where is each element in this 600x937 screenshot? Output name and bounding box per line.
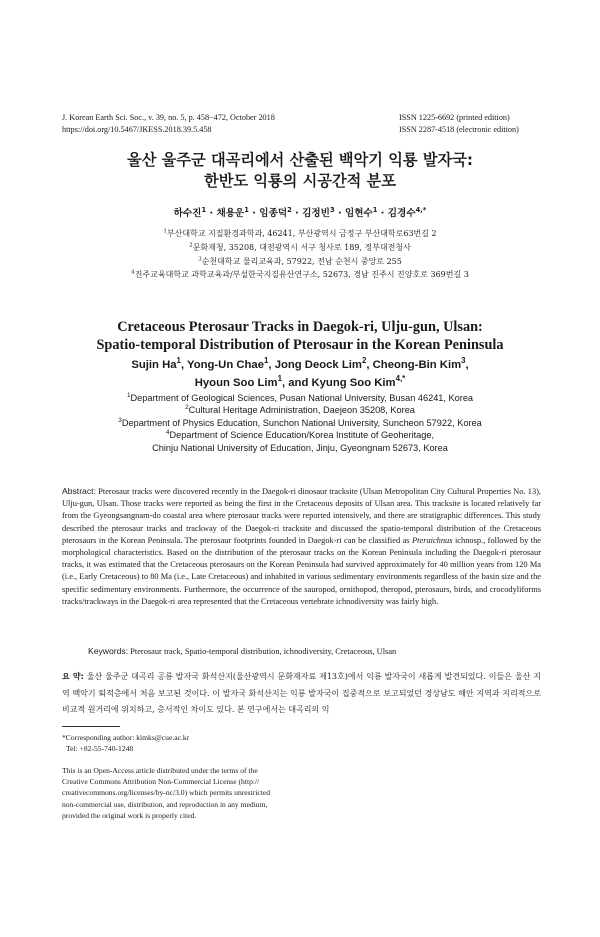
korean-title-line1: 울산 울주군 대곡리에서 산출된 백악기 익룡 발자국:: [127, 151, 473, 169]
affiliation-text: 부산대학교 지질환경과학과, 46241, 부산광역시 금정구 부산대학로63번길 2: [166, 229, 437, 238]
english-affiliation: [0, 429, 600, 441]
english-author-name: Cheong-Bin Kim: [372, 359, 462, 371]
author-separator: ,: [366, 359, 373, 371]
keywords-text: Pterosaur track, Spatio-temporal distribution, ichnodiversity, Cretaceous, Ulsan: [130, 647, 397, 656]
english-author-name: Sujin Ha: [131, 359, 177, 371]
author-separator: , and: [281, 377, 312, 389]
english-authors-line1: [0, 356, 600, 374]
english-affiliations: [0, 392, 600, 454]
english-author-affil-mark: 3: [461, 356, 466, 366]
corresponding-email: *Corresponding author: kimks@cue.ac.kr: [62, 733, 190, 742]
abstract-text-part2: ichnosp., followed by the morphological characteristics. Based on the distribution of the pterosaur tracks on the Korean Peninsula including the Daegok-ri pterosaur tracks, it was estimated that the Cretaceous pterosaurs on the Korean Peninsula had survived approximately for 40 million years from 120 Ma (i.e., Early Cretaceous) to 80 Ma (i.e., Late Cretaceous) and inhabited in various sedimentary environments regardless of the basin size and the specific sedimentary environments. Furthermore, the occurrence of the sauropod, ornithopod, theropod, pterosaurs, birds, and crocodyliforms tracks/trackways in the Daegok-ri area represented that the Cretaceous vertebrate ichnodiversity was fairly high.: [62, 535, 541, 606]
affiliation-text: Department of Physics Education, Sunchon National University, Suncheon 57922, Korea: [121, 417, 482, 428]
korean-author-affil-mark: 1: [244, 205, 249, 214]
keywords: [88, 645, 548, 658]
abstract-italic-term: Pteraichnus: [412, 535, 453, 545]
affiliation-mark: 3: [198, 255, 202, 262]
english-title-line1: Cretaceous Pterosaur Tracks in Daegok-ri, Ulju-gun, Ulsan:: [117, 319, 483, 335]
keywords-label: Keywords:: [88, 646, 129, 656]
english-author-affil-mark: 4,*: [395, 374, 406, 384]
english-affiliation: [0, 442, 600, 454]
affiliation-text: Department of Science Education/Korea Institute of Geoheritage,: [169, 430, 435, 441]
english-author-affil-mark: 1: [264, 356, 269, 366]
license-line: provided the original work is properly cited.: [62, 810, 197, 820]
affiliation-text: Cultural Heritage Administration, Daejeon 35208, Korea: [188, 405, 415, 416]
korean-author-name: 김정빈: [302, 208, 330, 219]
doi-link[interactable]: https://doi.org/10.5467/JKESS.2018.39.5.458: [62, 125, 212, 134]
issn-print: ISSN 1225-6692 (printed edition): [399, 113, 510, 122]
english-affiliation: [0, 417, 600, 429]
korean-author-affil-mark: 4,*: [415, 205, 427, 214]
author-separator: ,: [180, 359, 188, 371]
english-author-name: Jong Deock Lim: [274, 359, 362, 371]
issn-electronic: ISSN 2287-4518 (electronic edition): [399, 125, 519, 134]
korean-author-name: 임종덕: [259, 208, 288, 219]
author-separator: ·: [248, 208, 260, 219]
korean-author-affil-mark: 1: [201, 205, 207, 214]
korean-author-affil-mark: 2: [287, 205, 292, 214]
author-separator: ,: [268, 359, 275, 371]
affiliation-mark: 2: [189, 242, 193, 249]
korean-affiliation: [0, 227, 600, 241]
english-author-name: Yong-Un Chae: [187, 359, 264, 371]
journal-citation: J. Korean Earth Sci. Soc., v. 39, no. 5, p. 458−472, October 2018: [62, 113, 275, 122]
english-authors-line2: [0, 374, 600, 392]
korean-affiliation: [0, 255, 600, 269]
korean-abstract: [62, 669, 541, 719]
affiliation-mark: 1: [163, 228, 167, 235]
english-affiliation: [0, 404, 600, 416]
korean-abstract-text: 울산 울주군 대곡리 공룡 발자국 화석산지(울산광역시 문화재자료 제13호)에서 익룡 발자국이 새롭게 발견되었다. 이들은 울산 지역 백악기 퇴적층에서 처음 보고된 것이다. 이 발자국 화석산지는 익룡 발자국이 집중적으로 보고되었던 경상남도 해안 지역과 지리적으로 비교적 원거리에 위치하고, 층서적인 차이도 있다. 본 연구에서는 대곡리의 익: [62, 672, 541, 715]
affiliation-text: 순천대학교 물리교육과, 57922, 전남 순천시 중앙로 255: [201, 256, 402, 266]
english-abstract: [62, 485, 541, 608]
korean-author-name: 채용운: [216, 208, 245, 219]
korean-affiliation: [0, 241, 600, 255]
korean-author-name: 임현수: [344, 208, 373, 219]
author-separator: ·: [334, 208, 345, 219]
english-authors: [0, 356, 600, 392]
korean-authors: [0, 205, 600, 219]
license-line: creativecommons.org/licenses/by-nc/3.0) which permits unrestricted: [62, 788, 270, 798]
license-line: non-commercial use, distribution, and reproduction in any medium,: [62, 799, 268, 809]
affiliation-mark: 1: [126, 391, 131, 399]
korean-author-affil-mark: 3: [329, 205, 335, 214]
english-affiliation: [0, 392, 600, 404]
english-title: [0, 318, 600, 354]
affiliation-mark: 4: [131, 269, 135, 276]
korean-author-name: 김경수: [387, 208, 416, 219]
korean-affiliations: [0, 227, 600, 282]
korean-abstract-label: 요 약:: [62, 672, 84, 681]
license-line: This is an Open-Access article distributed under the terms of the: [62, 766, 258, 775]
english-title-line2: Spatio-temporal Distribution of Pterosaur in the Korean Peninsula: [96, 337, 504, 353]
affiliation-text: Chinju National University of Education, Jinju, Gyeongnam 52673, Korea: [152, 442, 448, 453]
korean-affiliation: [0, 268, 600, 282]
abstract-label: Abstract:: [62, 486, 96, 496]
license-note: [62, 765, 270, 821]
english-author-affil-mark: 2: [361, 356, 367, 366]
affiliation-text: 문화재청, 35208, 대전광역시 서구 청사로 189, 정부대전청사: [192, 242, 411, 252]
author-separator: ·: [291, 208, 303, 219]
author-separator: ·: [377, 208, 388, 219]
korean-title: [0, 150, 600, 192]
footnote-divider: [62, 726, 120, 727]
corresponding-tel: Tel: +82-55-740-1248: [66, 744, 134, 753]
author-separator: ,: [465, 359, 469, 371]
affiliation-text: 진주교육대학교 과학교육과/부설한국지질유산연구소, 52673, 경남 진주시 진양호로 369번길 3: [134, 270, 469, 280]
korean-title-line2: 한반도 익룡의 시공간적 분포: [204, 172, 396, 190]
affiliation-mark: 4: [165, 429, 170, 437]
journal-citation-block: [62, 112, 275, 136]
english-author-affil-mark: 1: [277, 374, 282, 384]
affiliation-mark: 3: [118, 416, 122, 424]
english-author-name: Kyung Soo Kim: [311, 377, 396, 389]
license-line: Creative Commons Attribution Non-Commercial License (http://: [62, 777, 260, 787]
korean-author-affil-mark: 1: [372, 205, 378, 214]
korean-author-name: 하수진: [173, 208, 202, 219]
abstract-text-part1: Pterosaur tracks were discovered recently in the Daegok-ri dinosaur tracksite (Ulsan Metropolitan City Cultural Properties No. 13), Ulju-gun, Ulsan. Those tracks were reported as being the first in the Cretaceous deposits of Ulsan area. This tracksite is located relatively far from the Gyeongsangnam-do coastal area where pterosaur tracks were reported intensively, and there are stratigraphic differences. This study described the pterosaur tracks and trackway of the Daegok-ri tracksite and discussed the spatio-temporal distribution of the Cretaceous pterosaurs in the Korean Peninsula. The pterosaur footprints founded in Daegok-ri can be classified as: [62, 487, 542, 545]
issn-block: [399, 112, 519, 136]
affiliation-mark: 2: [185, 404, 189, 412]
corresponding-author: [62, 732, 189, 754]
affiliation-text: Department of Geological Sciences, Pusan National University, Busan 46241, Korea: [130, 393, 474, 403]
author-separator: ·: [206, 208, 217, 219]
english-author-affil-mark: 1: [176, 356, 181, 366]
english-author-name: Hyoun Soo Lim: [194, 377, 278, 389]
